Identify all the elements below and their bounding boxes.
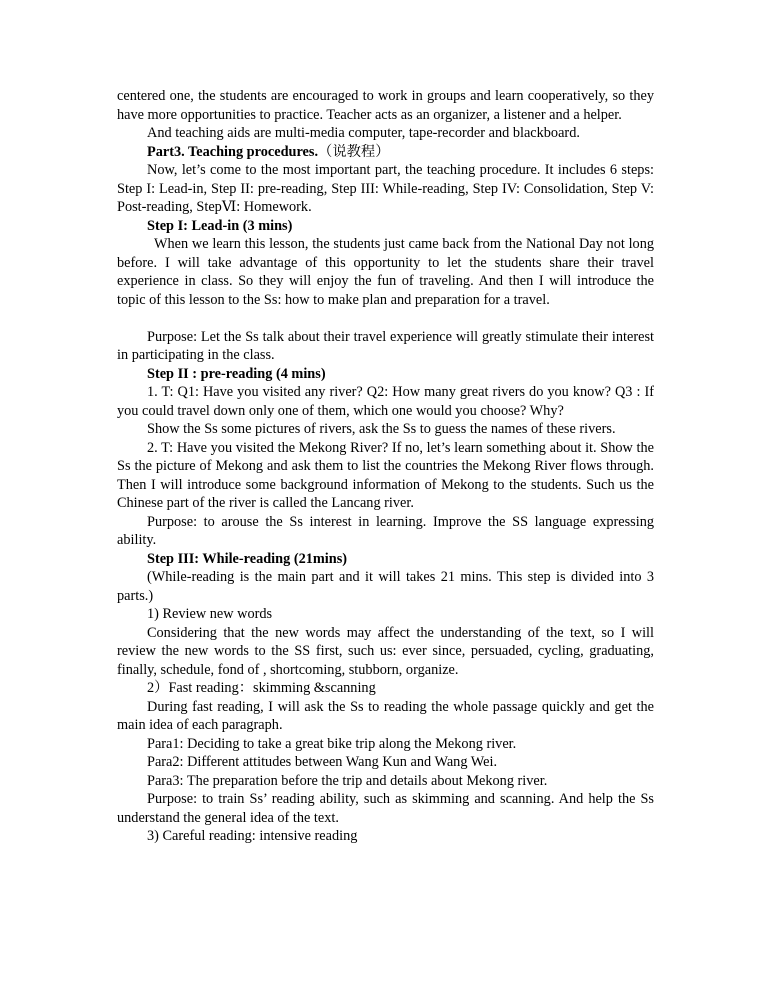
document-page [117, 87, 654, 846]
paragraph: When we learn this lesson, the students just came back from the National Day not long before. I will take advantage of this opportunity to let the students share their travel experience in class. So they will enjoy the fun of traveling. And then I will introduce the topic of this lesson to the Ss: how to make plan and preparation for a travel. [117, 236, 654, 308]
heading-text: Part3. Teaching procedures. [147, 143, 319, 160]
paragraph: Purpose: to train Ss’ reading ability, such as skimming and scanning. And help the Ss understand the general idea of the text. [117, 791, 654, 826]
paragraph: 3) Careful reading: intensive reading [147, 828, 358, 844]
paragraph: And teaching aids are multi-media computer, tape-recorder and blackboard. [147, 125, 580, 141]
paragraph: Para2: Different attitudes between Wang Kun and Wang Wei. [147, 754, 498, 770]
section-heading: Step I: Lead-in (3 mins) [147, 217, 293, 234]
paragraph: 1) Review new words [147, 606, 273, 622]
paragraph: During fast reading, I will ask the Ss to reading the whole passage quickly and get the main idea of each paragraph. [117, 698, 654, 733]
blank-line [117, 309, 654, 328]
heading-suffix: （说教程） [318, 143, 390, 160]
paragraph: Para3: The preparation before the trip and details about Mekong river. [147, 772, 548, 789]
paragraph: Purpose: Let the Ss talk about their travel experience will greatly stimulate their interest in participating in the class. [117, 328, 654, 363]
paragraph: (While-reading is the main part and it will takes 21 mins. This step is divided into 3 parts.) [117, 569, 654, 604]
paragraph: 2. T: Have you visited the Mekong River? If no, let’s learn something about it. Show the Ss the picture of Mekong and ask them to list the countries the Mekong River flows through. Then I will introduce some background information of Mekong to the students. Such us the Chinese part of the river is called the Lancang river. [117, 439, 654, 511]
section-heading [117, 143, 654, 162]
paragraph: Considering that the new words may affect the understanding of the text, so I will review the new words to the SS first, such us: ever since, persuaded, cycling, graduating, finally, schedule, fond of , shortcoming, stubborn, organize. [117, 624, 654, 678]
paragraph: centered one, the students are encouraged to work in groups and learn cooperatively, so they have more opportunities to practice. Teacher acts as an organizer, a listener and a helper. [117, 88, 654, 123]
section-heading: Step II : pre-reading (4 mins) [147, 365, 326, 382]
paragraph: Purpose: to arouse the Ss interest in learning. Improve the SS language expressing ability. [117, 513, 654, 548]
paragraph: Para1: Deciding to take a great bike trip along the Mekong river. [147, 735, 517, 752]
paragraph: 1. T: Q1: Have you visited any river? Q2: How many great rivers do you know? Q3 : If you could travel down only one of them, which one would you choose? Why? [117, 384, 654, 419]
paragraph: Show the Ss some pictures of rivers, ask the Ss to guess the names of these rivers. [147, 421, 616, 437]
section-heading: Step III: While-reading (21mins) [147, 550, 348, 567]
paragraph: Now, let’s come to the most important part, the teaching procedure. It includes 6 steps: Step I: Lead-in, Step II: pre-reading, Step III: While-reading, Step IV: Consolidation, Step V: Post-reading, StepⅥ: Homework. [117, 162, 654, 215]
paragraph: 2）Fast reading：skimming &scanning [147, 680, 376, 696]
